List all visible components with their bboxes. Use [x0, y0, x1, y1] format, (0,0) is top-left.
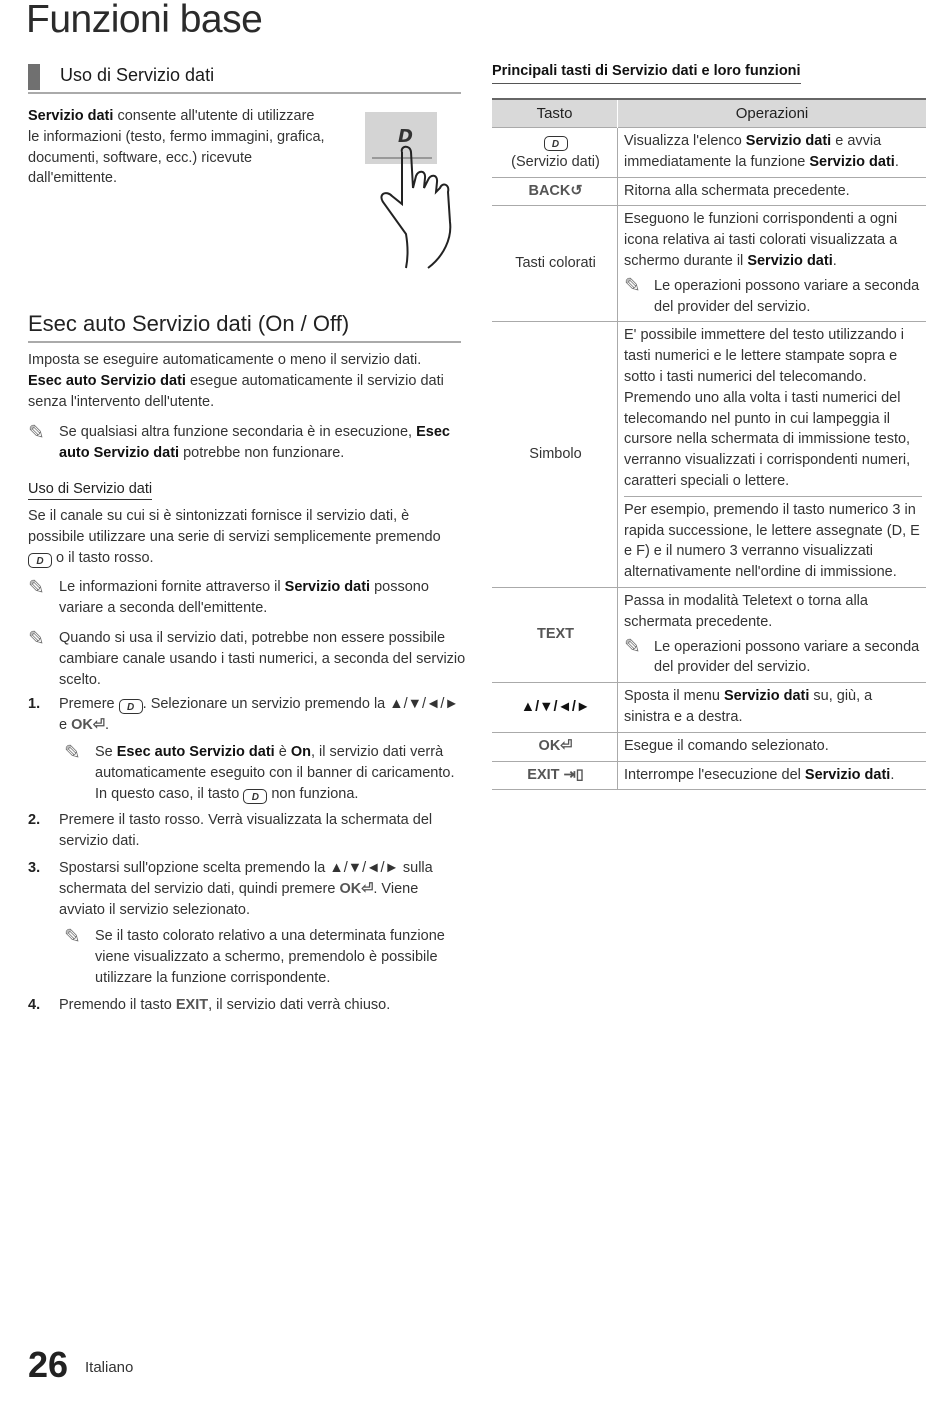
text-span: non funziona. [267, 785, 359, 802]
bold-term: Servizio dati [28, 108, 114, 124]
key-cell [492, 177, 618, 206]
text-span: o il tasto rosso. [52, 549, 154, 566]
text-span: , il servizio dati verrà chiuso. [208, 997, 391, 1013]
hand-pressing-remote-figure [362, 110, 467, 270]
step-number: 2. [28, 812, 41, 828]
key-cell: Simbolo [492, 322, 618, 588]
text-span: E' possibile immettere del testo utilizzando i tasti numerici e le lettere stampate sopra e sotto i tasti numerici del telecomando. Premendo uno alla volta i tasti numerici del telecomando nel punto in cui lampeggia il cursore nella schermata di immissione testo, verranno visualizzati i corrispondenti numeri, caratteri speciali o lettere. [624, 327, 911, 489]
step-text [28, 995, 468, 1016]
operation-cell [618, 206, 927, 322]
step-text: Premere il tasto rosso. Verrà visualizzata la schermata del servizio dati. [59, 812, 433, 849]
table-row [492, 587, 926, 682]
text-span: , il servizio dati verrà automaticamente eseguito con il banner di caricamento. In questo caso, il tasto [95, 744, 455, 802]
exit-key: EXIT [175, 997, 209, 1013]
enter-icon: ⏎ [361, 880, 374, 897]
text-span: . [832, 252, 837, 269]
text-span: Se [95, 744, 117, 760]
d-key-icon: D [28, 553, 52, 568]
pencil-icon: ✎ [64, 926, 81, 948]
table-row [492, 206, 926, 322]
heading-bar [28, 64, 40, 90]
note [64, 742, 464, 804]
table-header-row [492, 99, 926, 128]
text-span: . [890, 766, 895, 783]
keys-table [492, 98, 926, 790]
step-2 [28, 810, 468, 852]
step-number: 1. [28, 696, 41, 712]
step-number: 3. [28, 860, 41, 876]
return-arrow-icon: ↺ [570, 182, 583, 199]
note [28, 422, 458, 464]
key-cell [492, 761, 618, 790]
column-header-key: Tasto [492, 99, 618, 128]
step-3 [28, 858, 468, 920]
text-span: esegue automaticamente il servizio dati senza l'intervento dell'utente. [28, 372, 444, 410]
text-span: Se il canale su cui si è sintonizzati fornisce il servizio dati, è possibile utilizzare una serie di servizi semplicemente premendo [28, 508, 441, 545]
page-title: Funzioni base [26, 0, 263, 41]
column-header-operations: Operazioni [618, 99, 927, 128]
hand-outline [381, 147, 450, 268]
d-key-icon: D [243, 789, 267, 804]
note [64, 926, 464, 988]
d-key-label: D [398, 126, 413, 147]
section-heading-text: Uso di Servizio dati [60, 65, 215, 85]
table-row [492, 683, 926, 733]
bold-term: Servizio dati [745, 133, 832, 149]
bold-term: Esec auto Servizio dati [28, 372, 186, 389]
enter-icon: ⏎ [560, 737, 573, 754]
bold-term: Servizio dati [747, 252, 833, 269]
bold-term: Esec auto Servizio dati [116, 744, 275, 760]
bold-term: Servizio dati [804, 766, 891, 783]
text-span: . [894, 153, 899, 170]
operation-cell [618, 587, 927, 682]
text-span: possono variare a seconda dell'emittente. [59, 579, 429, 616]
sub-heading: Uso di Servizio dati [28, 481, 152, 500]
key-label: TEXT [536, 626, 575, 643]
pencil-icon: ✎ [624, 635, 641, 658]
table-title: Principali tasti di Servizio dati e loro funzioni [492, 63, 801, 84]
note-text [28, 577, 458, 619]
pencil-icon: ✎ [28, 628, 45, 650]
note-text: Quando si usa il servizio dati, potrebbe non essere possibile cambiare canale usando i tasti numerici, a seconda del servizio scelto. [59, 630, 466, 688]
operation-cell [618, 761, 927, 790]
text-span: Spostarsi sull'opzione scelta premendo la ▲/▼/◄/► sulla schermata del servizio dati, quindi premere [59, 860, 433, 897]
text-span: Passa in modalità Teletext o torna alla schermata precedente. [624, 592, 868, 630]
pencil-icon: ✎ [624, 274, 641, 297]
ok-key: OK [71, 716, 93, 733]
page-number: 26 [28, 1344, 69, 1385]
key-label: (Servizio dati) [511, 153, 600, 170]
note [624, 637, 922, 679]
text-span: e avvia immediatamente la funzione [624, 133, 882, 170]
text-span: Imposta se eseguire automaticamente o meno il servizio dati. [28, 352, 422, 368]
bold-term: On [290, 744, 311, 760]
table-row [492, 732, 926, 761]
operation-cell [618, 683, 927, 733]
auto-run-paragraph [28, 350, 458, 412]
bold-term: Servizio dati [284, 579, 371, 595]
d-key-icon: D [544, 136, 568, 151]
text-span: potrebbe non funzionare. [179, 444, 345, 461]
ok-key: OK [339, 880, 362, 897]
step-text [28, 694, 468, 736]
note-text: Se il tasto colorato relativo a una determinata funzione viene visualizzato a schermo, premendolo è possibile utilizzare la funzione corrispondente. [95, 928, 445, 986]
operation-cell: Ritorna alla schermata precedente. [618, 177, 927, 206]
text-span: su, giù, a sinistra e a destra. [624, 688, 873, 725]
operation-cell [618, 322, 927, 588]
note-text [28, 422, 458, 464]
text-span: Sposta il menu [624, 688, 724, 705]
text-span: Se qualsiasi altra funzione secondaria è in esecuzione, [59, 424, 417, 440]
step-text [28, 858, 468, 920]
note [28, 628, 468, 690]
key-label: BACK [528, 182, 571, 199]
section-heading [28, 62, 461, 94]
bold-term: Servizio dati [809, 153, 895, 170]
step-1 [28, 694, 468, 736]
key-cell [492, 128, 618, 178]
note-text: Le operazioni possono variare a seconda del provider del servizio. [654, 277, 920, 315]
intro-paragraph [28, 106, 328, 189]
text-span: è [274, 744, 291, 760]
key-label: EXIT [527, 766, 560, 783]
note [28, 577, 458, 619]
table-row [492, 128, 926, 178]
section-title: Esec auto Servizio dati (On / Off) [28, 311, 461, 343]
step-4 [28, 995, 468, 1016]
page-language: Italiano [85, 1359, 134, 1376]
note-text: Le operazioni possono variare a seconda del provider del servizio. [654, 638, 920, 676]
d-key-icon: D [119, 699, 143, 714]
step-number: 4. [28, 997, 41, 1013]
operation-cell [618, 128, 927, 178]
pencil-icon: ✎ [64, 742, 81, 764]
text-span: Le informazioni fornite attraverso il [59, 579, 285, 595]
key-cell: Tasti colorati [492, 206, 618, 322]
pencil-icon: ✎ [28, 577, 45, 599]
key-label: OK [538, 737, 561, 754]
table-row [492, 761, 926, 790]
text-span: Premere [59, 696, 119, 712]
exit-door-icon: ⇥▯ [563, 766, 584, 783]
text-span: . Selezionare un servizio premendo la ▲/▼/◄/► e [59, 696, 459, 733]
operation-cell: Esegue il comando selezionato. [618, 732, 927, 761]
text-span: Per esempio, premendo il tasto numerico 3 in rapida successione, le lettere assegnate (D, E e F) e il numero 3 verranno visualizzati alternativamente nell'ordine di immissione. [624, 496, 922, 583]
bold-term: Esec auto Servizio dati [59, 424, 450, 461]
table-row [492, 177, 926, 206]
text-span: . Viene avviato il servizio selezionato. [59, 880, 419, 918]
text-span: Interrompe l'esecuzione del [624, 766, 805, 783]
pencil-icon: ✎ [28, 422, 45, 444]
text-span: Premendo il tasto [59, 997, 176, 1013]
bold-term: Servizio dati [723, 688, 810, 705]
key-label: ▲/▼/◄/► [520, 698, 591, 715]
enter-icon: ⏎ [92, 716, 105, 733]
text-span: . [105, 716, 110, 733]
key-cell [492, 732, 618, 761]
text-span: Eseguono le funzioni corrispondenti a ogni icona relativa ai tasti colorati visualizzata a schermo durante il [624, 211, 898, 269]
key-cell [492, 683, 618, 733]
text-span: Visualizza l'elenco [624, 133, 746, 149]
usage-paragraph [28, 506, 468, 568]
key-cell [492, 587, 618, 682]
table-row [492, 322, 926, 588]
note-text [64, 742, 464, 804]
intro-text: consente all'utente di utilizzare le informazioni (testo, fermo immagini, grafica, documenti, software, ecc.) ricevute dall'emittente. [28, 108, 325, 187]
note [624, 276, 922, 318]
